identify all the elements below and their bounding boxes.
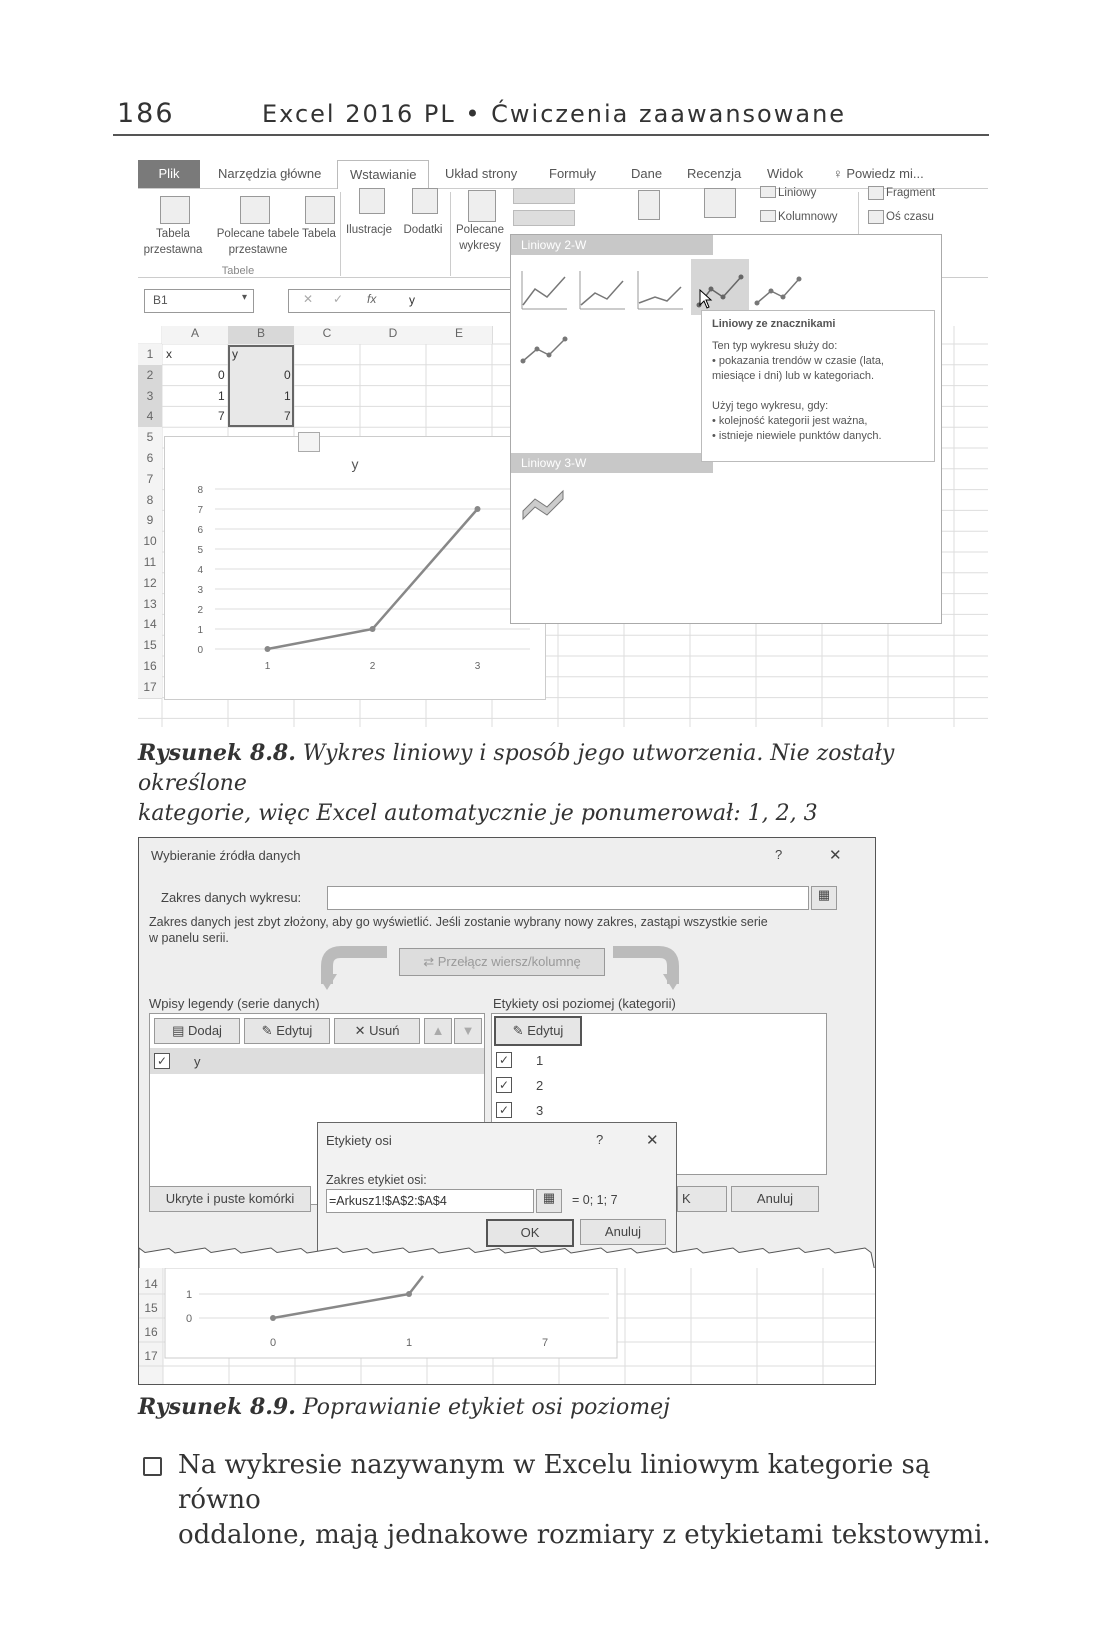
cell-a2[interactable]: 0 [218, 368, 225, 382]
caption-text: Poprawianie etykiet osi poziomej [295, 1395, 670, 1420]
table-icon[interactable] [305, 196, 335, 224]
x-tick-label: 1 [405, 1337, 413, 1349]
y-tick-label: 1 [185, 1289, 193, 1301]
corrected-line-chart [139, 1268, 875, 1384]
slicer-button[interactable]: Fragment [886, 187, 936, 199]
axis-range-value: =Arkusz1!$A$2:$A$4 [329, 1194, 447, 1208]
chart-type-icons-row1[interactable] [513, 188, 575, 204]
chart-type-tooltip [701, 310, 935, 462]
row-header-17[interactable]: 17 [138, 677, 162, 699]
category-checkbox-2[interactable]: ✓ [496, 1077, 512, 1093]
checkbox-checked-icon[interactable]: ✓ [154, 1053, 170, 1069]
gallery-section-2d: Liniowy 2-W [511, 235, 713, 255]
sparkline-column-icon [760, 210, 776, 222]
group-divider [340, 192, 341, 276]
cell-b2[interactable]: 0 [284, 368, 291, 382]
row-header-16: 16 [144, 1325, 158, 1339]
close-icon[interactable]: ✕ [829, 847, 842, 864]
move-down-icon[interactable]: ▼ [454, 1018, 482, 1044]
row-header-6[interactable]: 6 [138, 448, 162, 470]
hidden-empty-cells-button[interactable]: Ukryte i puste komórki [149, 1186, 311, 1212]
y-tick-label: 1 [197, 625, 203, 636]
recommended-pivot-button[interactable]: Polecane tabele przestawne [216, 228, 300, 256]
illustrations-button[interactable]: Ilustracje [345, 224, 393, 236]
cell-b1[interactable]: y [232, 347, 238, 361]
row-header-8[interactable]: 8 [138, 490, 162, 512]
tab-view[interactable]: Widok [767, 166, 804, 181]
select-data-source-dialog [138, 837, 876, 1273]
add-icon: ▤ [172, 1023, 188, 1038]
cell-a1[interactable]: x [166, 347, 172, 361]
category-checkbox-3[interactable]: ✓ [496, 1102, 512, 1118]
timeline-icon [868, 210, 884, 224]
cell-b3[interactable]: 1 [284, 389, 291, 403]
data-point [406, 1291, 412, 1297]
row-header-7[interactable]: 7 [138, 469, 162, 491]
name-box-value: B1 [153, 293, 168, 307]
slicer-icon [868, 186, 884, 200]
row-header-14[interactable]: 14 [138, 614, 162, 636]
row-header-10[interactable]: 10 [138, 531, 162, 553]
pivot-chart-icon[interactable] [638, 190, 660, 220]
figure-caption-8-8 [138, 738, 998, 829]
y-tick-label: 0 [197, 645, 203, 656]
figure-caption-8-9 [138, 1392, 998, 1423]
chart-area [165, 1268, 617, 1358]
y-tick-label: 7 [197, 505, 203, 516]
data-point [270, 1315, 276, 1321]
chart-title: y [351, 456, 359, 472]
timeline-button[interactable]: Oś czasu [886, 211, 934, 223]
remove-icon: ✕ [354, 1023, 370, 1038]
checkbox-bullet-icon [143, 1457, 162, 1476]
name-box[interactable] [144, 289, 254, 313]
y-tick-label: 2 [197, 605, 203, 616]
figure-excel-ribbon [138, 160, 988, 727]
caption-text-line2: kategorie, więc Excel automatycznie je ponumerował: 1, 2, 3 [138, 801, 818, 826]
lightbulb-icon: ♀ [833, 166, 843, 181]
switch-icon: ⇄ [423, 954, 438, 969]
cell-a3[interactable]: 1 [218, 389, 225, 403]
sub-help-button[interactable]: ? [596, 1132, 604, 1147]
line-chart-thumb[interactable] [519, 267, 569, 313]
column-header-b[interactable]: B [228, 326, 295, 344]
body-line-1: Na wykresie nazywanym w Excelu liniowym kategorie są równo [178, 1450, 931, 1515]
row-header-2[interactable]: 2 [138, 365, 162, 387]
function-icon[interactable]: fx [367, 292, 377, 306]
embedded-line-chart[interactable] [164, 436, 546, 700]
cell-a4[interactable]: 7 [218, 409, 225, 423]
line-chart-canvas [165, 437, 545, 699]
caption-label: Rysunek 8.8. [138, 740, 296, 766]
page-number: 186 [117, 98, 175, 129]
sub-ok-button[interactable]: OK [486, 1219, 574, 1247]
row-header-12[interactable]: 12 [138, 573, 162, 595]
category-item-2: 2 [536, 1078, 544, 1093]
column-header-c[interactable]: C [294, 326, 361, 344]
edit-icon: ✎ [261, 1023, 277, 1038]
mouse-cursor-icon [699, 289, 713, 309]
stacked-line-chart-thumb[interactable] [577, 267, 627, 313]
axis-labels-label: Etykiety osi poziomej (kategorii) [493, 996, 676, 1011]
body-line-2: oddalone, mają jednakowe rozmiary z etykietami tekstowymi. [178, 1520, 991, 1550]
curved-arrow-left-icon [321, 944, 391, 990]
row-header-13[interactable]: 13 [138, 594, 162, 616]
3d-line-chart-thumb[interactable] [519, 481, 569, 527]
recommended-pivot-icon[interactable] [240, 196, 270, 224]
cancel-icon[interactable]: ✕ [303, 292, 314, 306]
curved-arrow-right-icon [609, 944, 679, 990]
tooltip-title: Liniowy ze znacznikami [712, 318, 836, 330]
caption-label: Rysunek 8.9. [138, 1394, 296, 1420]
header-rule [113, 134, 989, 136]
chart-range-label: Zakres danych wykresu: [161, 890, 302, 905]
data-point [475, 506, 481, 512]
sub-dialog-title: Etykiety osi [326, 1133, 392, 1148]
y-tick-label: 5 [197, 545, 203, 556]
edit-series-button[interactable]: ✎ Edytuj [244, 1018, 330, 1044]
running-title: Excel 2016 PL • Ćwiczenia zaawansowane [262, 100, 847, 128]
row-header-1[interactable]: 1 [138, 344, 162, 366]
category-item-3: 3 [536, 1103, 544, 1118]
recommended-charts-button[interactable]: Polecane wykresy [456, 224, 504, 252]
row-header-15[interactable]: 15 [138, 635, 162, 657]
axis-range-input[interactable] [326, 1189, 534, 1213]
help-button[interactable]: ? [775, 847, 783, 862]
tooltip-body: Ten typ wykresu służy do: • pokazania trendów w czasie (lata, miesiące i dni) lub w kategoriach. Użyj tego wykresu, gdy: • kolejność kategorii jest ważna, • istnieje niewiele punktów danych. [712, 340, 884, 442]
percent-stacked-line-thumb[interactable] [635, 267, 685, 313]
move-up-icon[interactable]: ▲ [424, 1018, 452, 1044]
range-picker-icon[interactable]: ▦ [811, 886, 837, 910]
remove-series-button[interactable]: ✕ Usuń [334, 1018, 420, 1044]
range-warning: Zakres danych jest zbyt złożony, aby go wyświetlić. Jeśli zostanie wybrany nowy zakres, zastąpi wszystkie serie w panelu serii. [149, 915, 768, 945]
sparkline-line-button[interactable]: Liniowy [778, 187, 817, 199]
sparkline-column-button[interactable]: Kolumnowy [778, 211, 838, 223]
tab-review[interactable]: Recenzja [687, 166, 742, 181]
row-header-11[interactable]: 11 [138, 552, 162, 574]
cell-b4[interactable]: 7 [284, 409, 291, 423]
series-row-y[interactable] [150, 1048, 484, 1074]
formula-bar-buttons [288, 289, 520, 313]
row-header-5[interactable]: 5 [138, 427, 162, 449]
formula-input[interactable]: y [409, 293, 415, 307]
dialog-title: Wybieranie źródła danych [151, 848, 301, 863]
tab-home[interactable]: Narzędzia główne [218, 166, 322, 181]
gallery-section-3d: Liniowy 3-W [511, 453, 713, 473]
sub-cancel-button[interactable]: Anuluj [580, 1219, 666, 1245]
row-header-16[interactable]: 16 [138, 656, 162, 678]
series-name: y [194, 1054, 201, 1069]
add-series-button[interactable]: ▤ Dodaj [154, 1018, 240, 1044]
cancel-button[interactable]: Anuluj [731, 1186, 819, 1212]
pivot-table-icon[interactable] [160, 196, 190, 224]
tab-insert[interactable]: Wstawianie [337, 160, 429, 189]
legend-entries-label: Wpisy legendy (serie danych) [149, 996, 320, 1011]
recommended-charts-icon[interactable] [468, 190, 496, 222]
range-picker-icon[interactable]: ▦ [536, 1189, 562, 1213]
x-tick-label: 3 [474, 661, 481, 672]
caption-text-line1: Wykres liniowy i sposób jego utworzenia. Nie zostały określone [138, 741, 895, 796]
column-header-a[interactable]: A [162, 326, 229, 344]
stacked-line-markers-thumb[interactable] [753, 267, 803, 313]
axis-range-preview: = 0; 1; 7 [572, 1193, 618, 1207]
row-header-14: 14 [144, 1277, 158, 1291]
y-tick-label: 3 [197, 585, 203, 596]
pivot-table-button[interactable]: Tabela przestawna [143, 228, 203, 256]
y-tick-label: 8 [197, 485, 203, 496]
chart-range-input[interactable] [327, 886, 809, 910]
row-header-17: 17 [144, 1349, 158, 1363]
confirm-icon[interactable]: ✓ [333, 292, 344, 306]
tab-file[interactable]: Plik [138, 160, 200, 188]
illustrations-icon[interactable] [359, 188, 385, 214]
edit-categories-button[interactable]: ✎ Edytuj [494, 1016, 582, 1046]
table-button[interactable]: Tabela [302, 228, 336, 240]
map-icon[interactable] [704, 188, 736, 218]
y-tick-label: 6 [197, 525, 203, 536]
chevron-down-icon[interactable]: ▾ [241, 292, 247, 303]
group-label-tables: Tabele [221, 265, 255, 277]
row-header-9[interactable]: 9 [138, 510, 162, 532]
axis-range-label: Zakres etykiet osi: [326, 1173, 427, 1187]
tab-data[interactable]: Dane [631, 166, 663, 181]
sub-close-icon[interactable]: ✕ [646, 1132, 659, 1149]
switch-row-column-button[interactable]: ⇄ Przełącz wiersz/kolumnę [399, 948, 605, 976]
y-tick-label: 0 [185, 1313, 193, 1325]
sparkline-line-icon [760, 186, 776, 198]
tab-page-layout[interactable]: Układ strony [445, 166, 518, 181]
data-point [265, 646, 271, 652]
data-point [370, 626, 376, 632]
row-header-3[interactable]: 3 [138, 386, 162, 408]
x-tick-label: 0 [269, 1337, 277, 1349]
column-header-d[interactable]: D [360, 326, 427, 344]
axis-labels-dialog [317, 1122, 677, 1254]
row-header-4[interactable]: 4 [138, 406, 162, 428]
edit-icon: ✎ [512, 1023, 528, 1038]
quick-analysis-icon[interactable] [298, 432, 320, 452]
ok-button[interactable]: K [677, 1186, 727, 1212]
percent-line-markers-thumb[interactable] [519, 327, 569, 373]
tell-me-box[interactable] [833, 166, 924, 181]
line-chart-dropdown-icon[interactable] [513, 210, 575, 226]
ribbon-tab-bar [138, 160, 988, 189]
worksheet-fragment [138, 1268, 876, 1385]
addins-button[interactable]: Dodatki [403, 224, 443, 236]
x-tick-label: 7 [541, 1337, 549, 1349]
body-paragraph [143, 1448, 993, 1553]
row-header-15: 15 [144, 1301, 158, 1315]
column-header-e[interactable]: E [426, 326, 493, 344]
category-item-1: 1 [536, 1053, 544, 1068]
category-checkbox-1[interactable]: ✓ [496, 1052, 512, 1068]
y-tick-label: 4 [197, 565, 203, 576]
tab-formulas[interactable]: Formuły [549, 166, 596, 181]
x-tick-label: 2 [369, 661, 376, 672]
x-tick-label: 1 [264, 661, 271, 672]
addins-icon[interactable] [412, 188, 438, 214]
tell-me-label: Powiedz mi... [846, 166, 924, 181]
